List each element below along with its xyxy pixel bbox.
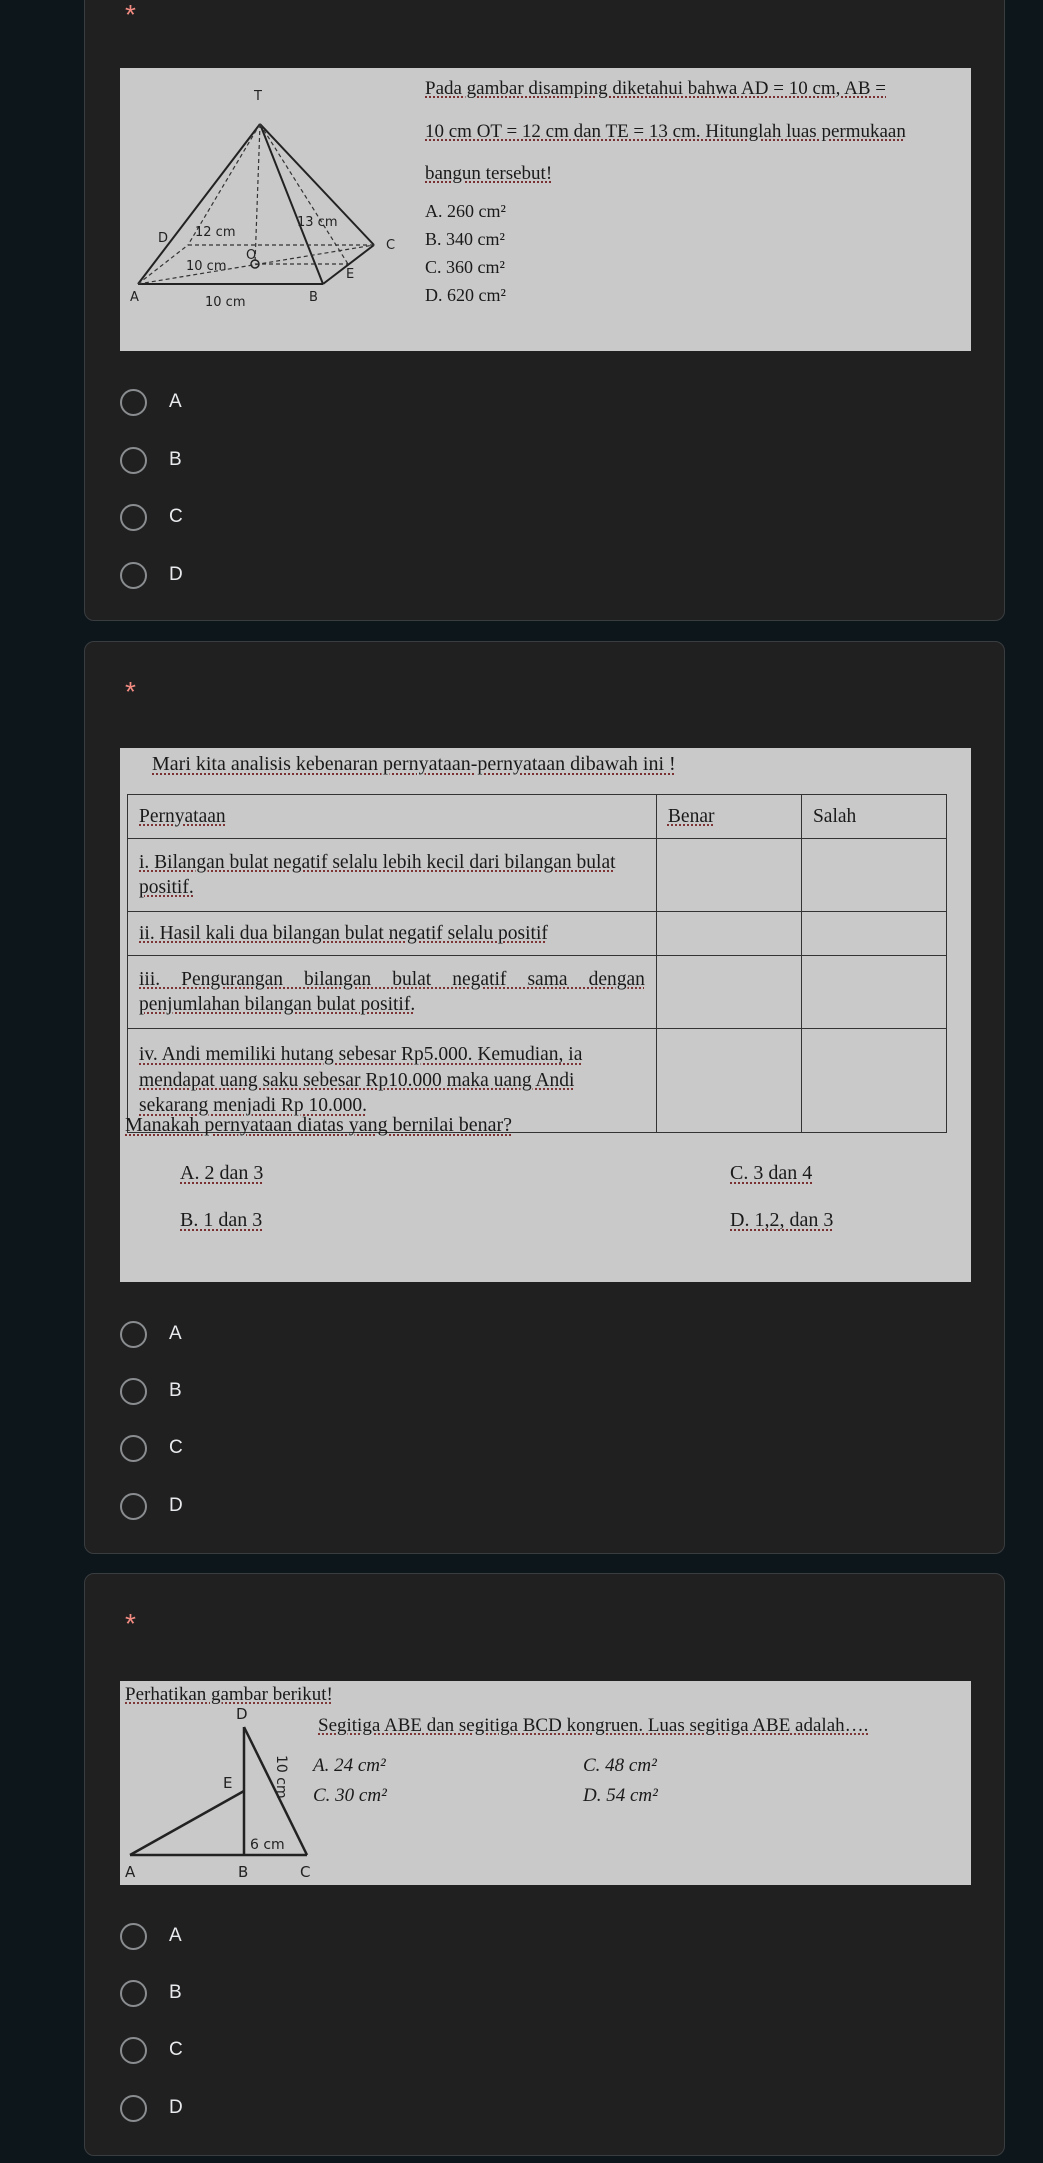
question-image-1 (120, 68, 971, 351)
label-b: B (309, 290, 318, 305)
option-d[interactable] (120, 1489, 183, 1523)
statement-table (127, 794, 947, 1133)
choice-b: B. 340 cm² (425, 229, 505, 249)
option-label: D (169, 564, 183, 585)
table-row: iii. Pengurangan bilangan bulat negatif sama dengan penjumlahan bilangan bulat positif. (128, 956, 947, 1029)
table-row: iv. Andi memiliki hutang sebesar Rp5.000. Kemudian, ia mendapat uang saku sebesar Rp10.000 maka uang Andi sekarang menjadi Rp 10.000. (128, 1029, 947, 1133)
option-label: A (169, 1323, 182, 1344)
table-intro: Mari kita analisis kebenaran pernyataan-pernyataan dibawah ini ! (152, 753, 676, 775)
option-d[interactable] (120, 558, 183, 592)
choice-c-alt: C. 30 cm² (313, 1785, 387, 1806)
radio-button[interactable] (120, 504, 147, 531)
radio-button[interactable] (120, 1435, 147, 1462)
table-row: ii. Hasil kali dua bilangan bulat negatif selalu positif (128, 912, 947, 956)
choice-c: C. 360 cm² (425, 257, 505, 277)
radio-button[interactable] (120, 447, 147, 474)
label-base: 10 cm (205, 295, 246, 310)
header-false: Salah (801, 795, 946, 839)
false-cell (801, 912, 946, 956)
label-c: C (300, 1863, 311, 1881)
option-b[interactable] (120, 1976, 182, 2010)
required-marker: * (125, 0, 136, 30)
option-a[interactable] (120, 1919, 182, 1953)
option-c[interactable] (120, 500, 183, 534)
true-cell (656, 1029, 801, 1133)
choice-c: C. 3 dan 4 (730, 1162, 813, 1184)
label-side: 10 cm (186, 259, 227, 274)
label-slant: 13 cm (297, 215, 338, 230)
question-text-line-1: Pada gambar disamping diketahui bahwa AD = 10 cm, AB = (425, 78, 886, 99)
label-side: 10 cm (273, 1755, 289, 1799)
option-label: B (169, 1380, 182, 1401)
choice-d: D. 620 cm² (425, 285, 506, 305)
label-a: A (125, 1863, 136, 1881)
label-o: O (246, 248, 257, 263)
option-a[interactable] (120, 385, 182, 419)
label-e: E (346, 267, 355, 282)
triangle-figure (120, 1681, 320, 1885)
question-card-1 (84, 0, 1005, 621)
false-cell (801, 839, 946, 912)
choice-d: D. 1,2, dan 3 (730, 1209, 834, 1231)
radio-button[interactable] (120, 1980, 147, 2007)
option-label: A (169, 1925, 182, 1946)
option-label: A (169, 391, 182, 412)
false-cell (801, 956, 946, 1029)
true-cell (656, 956, 801, 1029)
choice-b: B. 1 dan 3 (180, 1209, 263, 1231)
table-row: i. Bilangan bulat negatif selalu lebih kecil dari bilangan bulat positif. (128, 839, 947, 912)
option-label: C (169, 1437, 183, 1458)
label-d: D (158, 231, 169, 246)
question-intro: Perhatikan gambar berikut! (125, 1684, 333, 1705)
option-label: B (169, 449, 182, 470)
option-c[interactable] (120, 1431, 183, 1465)
label-c: C (386, 238, 396, 253)
question-card-2 (84, 641, 1005, 1554)
choice-a: A. 2 dan 3 (180, 1162, 264, 1184)
question-image-2 (120, 748, 971, 1282)
label-e: E (223, 1774, 233, 1792)
required-marker: * (125, 1608, 136, 1639)
option-b[interactable] (120, 443, 182, 477)
option-c[interactable] (120, 2033, 183, 2067)
question-text-line-3: bangun tersebut! (425, 163, 553, 184)
choice-a: A. 24 cm² (313, 1755, 386, 1776)
option-b[interactable] (120, 1374, 182, 1408)
header-statement: Pernyataan (128, 795, 657, 839)
option-label: D (169, 1495, 183, 1516)
choice-a: A. 260 cm² (425, 201, 506, 221)
radio-button[interactable] (120, 2037, 147, 2064)
radio-button[interactable] (120, 562, 147, 589)
question-text-line-2: 10 cm OT = 12 cm dan TE = 13 cm. Hitunglah luas permukaan (425, 121, 906, 142)
radio-button[interactable] (120, 1923, 147, 1950)
option-label: B (169, 1982, 182, 2003)
radio-button[interactable] (120, 1378, 147, 1405)
choice-c: C. 48 cm² (583, 1755, 657, 1776)
true-cell (656, 912, 801, 956)
true-cell (656, 839, 801, 912)
option-label: C (169, 506, 183, 527)
question-statement: Segitiga ABE dan segitiga BCD kongruen. Luas segitiga ABE adalah…. (318, 1715, 869, 1736)
required-marker: * (125, 676, 136, 707)
option-label: C (169, 2039, 183, 2060)
label-b: B (238, 1863, 249, 1881)
radio-button[interactable] (120, 2095, 147, 2122)
label-t: T (254, 89, 262, 104)
question-image-3 (120, 1681, 971, 1885)
pyramid-figure (120, 68, 420, 351)
choice-d: D. 54 cm² (583, 1785, 658, 1806)
option-label: D (169, 2097, 183, 2118)
radio-button[interactable] (120, 1493, 147, 1520)
label-base: 6 cm (250, 1837, 285, 1853)
question-card-3 (84, 1573, 1005, 2156)
label-height: 12 cm (195, 225, 236, 240)
option-a[interactable] (120, 1317, 182, 1351)
question-text: Manakah pernyataan diatas yang bernilai benar? (125, 1114, 513, 1136)
label-a: A (130, 290, 139, 305)
radio-button[interactable] (120, 389, 147, 416)
option-d[interactable] (120, 2091, 183, 2125)
radio-button[interactable] (120, 1321, 147, 1348)
false-cell (801, 1029, 946, 1133)
label-d: D (236, 1705, 248, 1723)
header-true: Benar (656, 795, 801, 839)
